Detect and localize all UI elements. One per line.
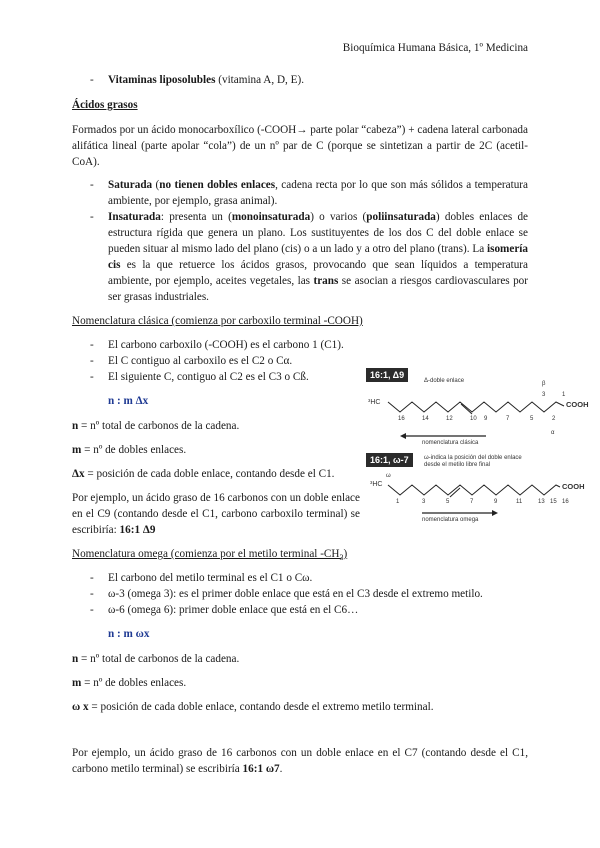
def-wx [72, 699, 434, 715]
text-run: , cadena recta por lo que son más sólidos a temperatura ambiente, por ejemplo, grasa animal). [108, 179, 529, 207]
figure-omega [366, 453, 600, 533]
figure-tag: 16:1, Δ9 [366, 368, 408, 382]
def-dx [72, 466, 334, 482]
def-symbol: n [72, 420, 79, 432]
clasica-item: El carbono carboxilo (-COOH) es el carbono 1 (C1). [108, 339, 344, 351]
formula-omega: n : m ωx [108, 628, 150, 640]
alpha-label: α [551, 430, 555, 436]
bullet-dash: - [90, 211, 94, 223]
vitaminas-item [108, 72, 304, 88]
def-symbol: n [72, 653, 79, 665]
carbon-chain [388, 485, 560, 495]
omega-item: ω-3 (omega 3): es el primer doble enlace que está en el C3 desde el extremo metilo. [108, 588, 483, 600]
bullet-dash: - [90, 355, 94, 367]
figure-label: ω-indica la posición del doble enlace [424, 455, 522, 461]
formula-classic: n : m Δx [108, 395, 149, 407]
chain-num: 1 [562, 392, 566, 398]
omega-title-text [72, 548, 348, 563]
subscript: 3 [339, 553, 344, 563]
text-run: se asocian a riesgos cardiovasculares por ser grasas industriales. [108, 275, 528, 303]
bullet-dash: - [90, 179, 94, 191]
chain-num: 7 [506, 416, 510, 422]
isomeria-cis-bold: isomería cis [108, 243, 528, 271]
figure-label: Δ-doble enlace [424, 378, 465, 384]
intro-paragraph: Formados por un ácido monocarboxílico (-COOH→ parte polar “cabeza”) + cadena lateral carbonada alifática lineal (parte apolar “cola”) de un nº par de C (porque se sintetizan a partir de 2C (acetil-CoA). [72, 124, 528, 168]
saturada-label: Saturada [108, 179, 153, 191]
carboxyl-label: COOH [562, 482, 585, 491]
carbon-chain [388, 402, 564, 412]
chain-num: 9 [494, 499, 498, 505]
acidos-title-text: Ácidos grasos [72, 99, 138, 111]
def-symbol: m [72, 444, 82, 456]
trans-bold: trans [313, 275, 339, 287]
arrow-head [400, 433, 406, 439]
arrow-label: nomenclatura omega [422, 517, 479, 523]
clasica-item: El siguiente C, contiguo al C2 es el C3 o Cß. [108, 371, 309, 383]
def-text: = nº total de carbonos de la cadena. [78, 420, 240, 432]
bullet-dash: - [90, 588, 94, 600]
clasica-item: El C contiguo al carboxilo es el C2 o Cα. [108, 355, 293, 367]
carboxyl-label: COOH [566, 400, 589, 409]
insaturada-item [108, 209, 528, 305]
def-text: = posición de cada doble enlace, contando desde el extremo metilo terminal. [88, 701, 434, 713]
text-run: . [279, 763, 283, 775]
double-bond-line [461, 404, 472, 414]
fatty-acid-chain-svg [366, 368, 600, 450]
bullet-dash: - [90, 74, 94, 86]
text-run: : presenta un ( [160, 211, 232, 223]
section-title-clasica [72, 313, 363, 329]
def-symbol: m [72, 677, 82, 689]
text-run: es la que retuerce los ácidos grasos, provocando que sean líquidos a temperatura ambiente, por ejemplo, aceites vegetales, las [108, 259, 528, 287]
chain-num: 13 [538, 499, 545, 505]
fatty-acid-chain-svg [366, 453, 600, 533]
chain-num: 2 [552, 416, 556, 422]
chain-num: 7 [470, 499, 474, 505]
methyl-label: ³HC [370, 481, 383, 488]
text-run: Por ejemplo, un ácido graso de 16 carbonos con un doble enlace en el C9 (contando desde el C1, carbono carboxilo terminal) se escribiría: [72, 492, 360, 536]
arrow-head [492, 510, 498, 516]
chain-num: 3 [422, 499, 426, 505]
omega-item: El carbono del metilo terminal es el C1 o Cω. [108, 572, 313, 584]
ejemplo-formula: 16:1 ω7 [242, 763, 280, 775]
def-n [72, 651, 239, 667]
chain-num: 16 [562, 499, 569, 505]
chain-num: 3 [542, 392, 546, 398]
figure-tag: 16:1, ω-7 [366, 453, 413, 467]
beta-label: β [542, 381, 546, 387]
ejemplo-clasica [72, 490, 360, 538]
vitaminas-bold: Vitaminas liposolubles [108, 74, 216, 86]
omega-label: ω [386, 473, 391, 479]
insaturada-label: Insaturada [108, 211, 161, 223]
def-symbol: ω x [72, 701, 89, 713]
omega-item: ω-6 (omega 6): primer doble enlace que está en el C6… [108, 604, 359, 616]
poliinsaturada-bold: poliinsaturada [366, 211, 436, 223]
def-text: = nº de dobles enlaces. [81, 677, 187, 689]
chain-num: 1 [396, 499, 400, 505]
saturada-bold: no tienen dobles enlaces [159, 179, 276, 191]
page-header: Bioquímica Humana Básica, 1º Medicina [342, 42, 528, 54]
chain-num: 12 [446, 416, 453, 422]
chain-num: 5 [446, 499, 450, 505]
def-n [72, 418, 239, 434]
figure-classic [366, 368, 600, 450]
section-title-acidos [72, 97, 138, 113]
text-run: ) [343, 548, 348, 560]
saturada-item [108, 177, 528, 209]
bullet-dash: - [90, 339, 94, 351]
chain-num: 14 [422, 416, 429, 422]
clasica-title-text: Nomenclatura clásica (comienza por carboxilo terminal -COOH) [72, 315, 363, 327]
vitaminas-rest: (vitamina A, D, E). [215, 74, 305, 86]
text-run: ) dobles enlaces de estructura rígida que genera un plano. Los sustituyentes de los dos C del doble enlace se pueden situar al mismo lado del plano (cis) o a un lado y a otro del plano (trans). La [108, 211, 529, 255]
def-text: = posición de cada doble enlace, contando desde el C1. [84, 468, 335, 480]
chain-num: 9 [484, 416, 488, 422]
text-run: ) o varios ( [310, 211, 367, 223]
bullet-dash: - [90, 572, 94, 584]
section-title-omega [72, 546, 347, 566]
text-run: Nomenclatura omega (comienza por el metilo terminal -CH [72, 548, 340, 560]
text-run: ( [152, 179, 160, 191]
chain-num: 16 [398, 416, 405, 422]
def-m [72, 442, 186, 458]
ejemplo-formula: 16:1 Δ9 [119, 524, 156, 536]
chain-num: 15 [550, 499, 557, 505]
ejemplo-omega [72, 745, 528, 777]
bullet-dash: - [90, 371, 94, 383]
def-text: = nº total de carbonos de la cadena. [78, 653, 240, 665]
arrow-label: nomenclatura clásica [422, 440, 479, 446]
chain-num: 10 [470, 416, 477, 422]
def-m [72, 675, 186, 691]
chain-num: 5 [530, 416, 534, 422]
text-run: Por ejemplo, un ácido graso de 16 carbonos con un doble enlace en el C7 (contando desde el C1, carbono metilo terminal) se escribiría [72, 747, 528, 775]
def-symbol: Δx [72, 468, 85, 480]
chain-num: 11 [516, 499, 523, 505]
bullet-dash: - [90, 604, 94, 616]
def-text: = nº de dobles enlaces. [81, 444, 187, 456]
methyl-label: ³HC [368, 399, 381, 406]
monoinsaturada-bold: monoinsaturada [231, 211, 311, 223]
figure-label: desde el metilo libre final [424, 462, 491, 468]
